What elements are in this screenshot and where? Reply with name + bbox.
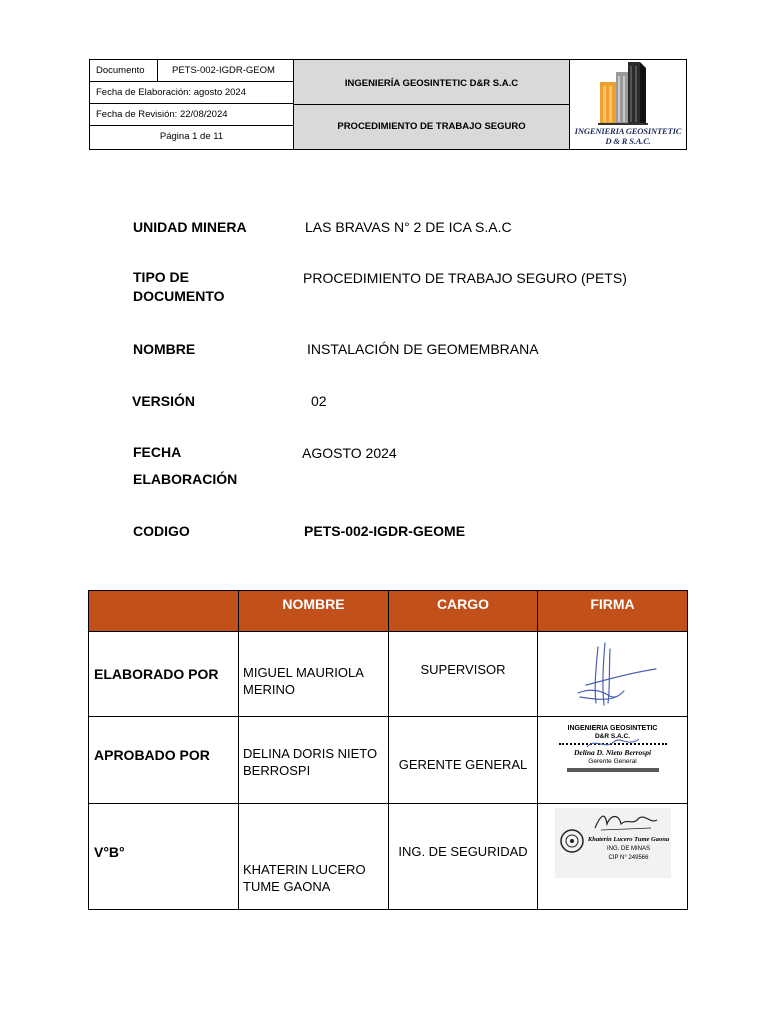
name-value: INSTALACIÓN DE GEOMEMBRANA [307, 341, 539, 357]
header-title-block [293, 60, 570, 149]
document-header [89, 59, 687, 150]
title-divider [294, 104, 569, 105]
mining-unit-label: UNIDAD MINERA [133, 219, 247, 235]
header-row-elaboration [90, 82, 293, 104]
building-logo-icon [570, 60, 686, 126]
elaboration-date: Fecha de Elaboración: agosto 2024 [96, 87, 246, 98]
stamp-line: ING. DE MINAS [606, 846, 650, 852]
header-row-page [90, 126, 293, 149]
person-name: KHATERIN LUCERO TUME GAONA [239, 804, 389, 910]
role-cell: APROBADO POR [89, 717, 239, 804]
code-label: CODIGO [133, 523, 190, 539]
document-type: PROCEDIMIENTO DE TRABAJO SEGURO [337, 121, 526, 132]
cell-divider [157, 60, 158, 82]
version-label: VERSIÓN [132, 393, 196, 409]
header-position: CARGO [389, 591, 538, 632]
table-row [89, 632, 688, 717]
doc-type-label-line2: DOCUMENTO [133, 288, 225, 304]
doc-type-label-line1: TIPO DE [133, 269, 190, 285]
handwritten-signature-icon [558, 637, 668, 712]
date-value: AGOSTO 2024 [302, 445, 397, 461]
stamp-line: Gerente General [588, 758, 637, 765]
stamp-smudge [567, 768, 659, 772]
version-value: 02 [311, 393, 327, 409]
stamp-line: Khaterin Lucero Tume Gaona [587, 836, 670, 843]
role-cell: V°B° [89, 804, 239, 910]
signature-table-header [89, 591, 688, 632]
company-name: INGENIERÍA GEOSINTETIC D&R S.A.C [344, 78, 519, 89]
role-cell: ELABORADO POR [89, 632, 239, 717]
engineer-stamp [555, 808, 671, 878]
revision-date: Fecha de Revisión: 22/08/2024 [96, 109, 228, 120]
company-logo [570, 60, 686, 149]
handwritten-signature-icon [591, 810, 661, 834]
document-code: PETS-002-IGDR-GEOM [172, 65, 275, 76]
signature-cell [538, 632, 688, 717]
header-row-revision [90, 104, 293, 126]
doc-type-value: PROCEDIMIENTO DE TRABAJO SEGURO (PETS) [303, 270, 627, 286]
header-signature: FIRMA [538, 591, 688, 632]
logo-suffix: D & R S.A.C. [605, 136, 651, 146]
person-position: SUPERVISOR [389, 632, 538, 717]
name-label: NOMBRE [133, 341, 196, 357]
document-label: Documento [96, 65, 145, 76]
person-position: GERENTE GENERAL [389, 717, 538, 804]
table-row [89, 804, 688, 910]
header-empty-cell [89, 591, 239, 632]
stamp-line: Delina D. Nieto Berrospi [573, 748, 652, 757]
person-name: DELINA DORIS NIETO BERROSPI [239, 717, 389, 804]
header-meta [90, 60, 293, 149]
seal-icon [559, 828, 585, 854]
person-name: MIGUEL MAURIOLA MERINO [239, 632, 389, 717]
code-value: PETS-002-IGDR-GEOME [304, 523, 466, 539]
signature-cell [538, 717, 688, 804]
logo-name: INGENIERIA GEOSINTETIC [574, 126, 682, 136]
company-stamp [553, 725, 673, 785]
stamp-line: CIP N° 249566 [608, 855, 649, 861]
stamp-line: INGENIERIA GEOSINTETIC [567, 725, 658, 732]
header-row-document [90, 60, 293, 82]
signature-cell [538, 804, 688, 910]
table-row [89, 717, 688, 804]
date-label-line2: ELABORACIÓN [133, 471, 238, 487]
mining-unit-value: LAS BRAVAS N° 2 DE ICA S.A.C [305, 219, 512, 235]
signature-table [88, 590, 688, 910]
stamp-line: D&R S.A.C. [594, 733, 631, 740]
person-position: ING. DE SEGURIDAD [389, 804, 538, 910]
date-label-line1: FECHA [133, 444, 182, 460]
page-number: Página 1 de 11 [159, 131, 224, 142]
header-name: NOMBRE [239, 591, 389, 632]
